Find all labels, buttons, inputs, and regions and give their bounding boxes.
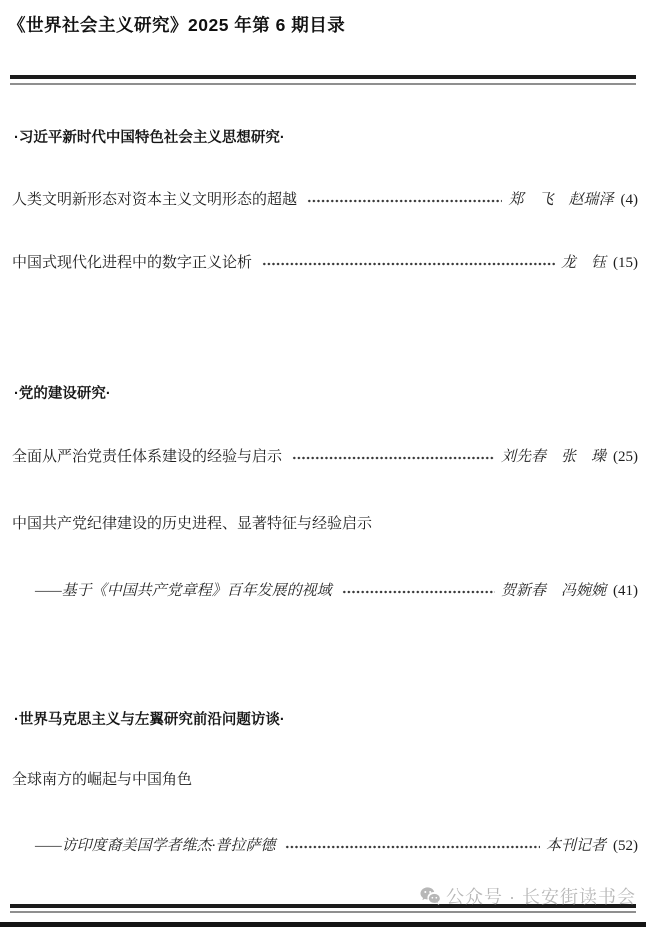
toc-entry [12,253,638,274]
bottom-edge-bar [0,922,646,927]
section-heading-party-building: ·党的建设研究· [14,386,111,402]
entry-authors: 贺新春 冯婉婉 [500,583,606,599]
entry-title: 全球南方的崛起与中国角色 [12,772,193,788]
toc-entry [12,447,638,468]
bottom-rule-thin [10,911,636,913]
dot-leader [307,195,502,207]
entry-title: 人类文明新形态对资本主义文明形态的超越 [12,192,298,208]
wechat-icon [419,885,441,907]
entry-page-number: (41) [613,583,638,599]
page-title: 《世界社会主义研究》2025 年第 6 期目录 [8,15,346,35]
entry-page-number: (52) [613,838,638,854]
dot-leader [342,586,495,598]
entry-page-number: (25) [613,449,638,465]
toc-entry [12,190,638,211]
watermark [419,883,636,909]
entry-subtitle: ——基于《中国共产党章程》百年发展的视域 [35,583,332,599]
entry-authors: 刘先春 张 璪 [500,449,606,465]
top-rule-thin [10,83,636,85]
section-heading-world-marxism-interview: ·世界马克思主义与左翼研究前沿问题访谈· [14,712,285,728]
top-rule-thick [10,75,636,79]
toc-entry-title-line [12,770,638,791]
entry-authors: 本刊记者 [545,838,606,854]
entry-page-number: (4) [620,192,638,208]
dot-leader [285,841,540,853]
dot-leader [292,452,495,464]
entry-authors: 郑 飞 赵瑞泽 [508,192,614,208]
entry-title: 中国共产党纪律建设的历史进程、显著特征与经验启示 [12,516,373,532]
dot-leader [262,258,555,270]
toc-entry-subtitle-line [12,581,638,602]
entry-title: 全面从严治党责任体系建设的经验与启示 [12,449,283,465]
toc-entry-title-line [12,514,638,535]
entry-subtitle: ——访印度裔美国学者维杰·普拉萨德 [35,838,276,854]
section-heading-xi-thought: ·习近平新时代中国特色社会主义思想研究· [14,130,285,146]
toc-entry-subtitle-line [12,836,638,857]
watermark-text: 公众号 · 长安街读书会 [446,887,636,907]
entry-authors: 龙 钰 [560,255,606,271]
entry-page-number: (15) [613,255,638,271]
entry-title: 中国式现代化进程中的数字正义论析 [12,255,253,271]
